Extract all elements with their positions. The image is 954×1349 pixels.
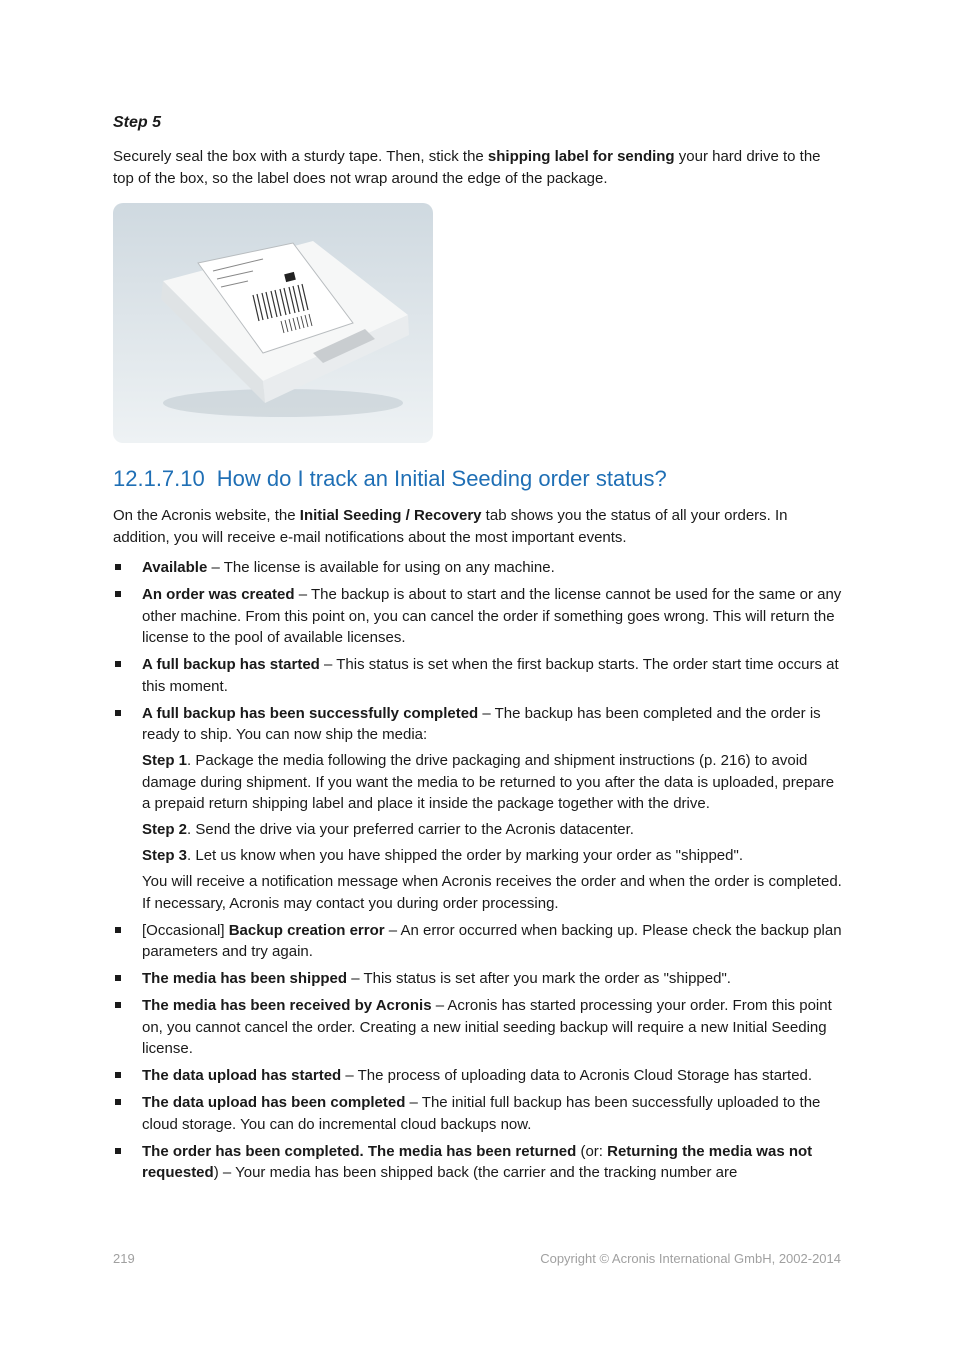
list-item: An order was created – The backup is about to start and the license cannot be used for the same or any other machine. From this point on, you can cancel the order if something goes wrong. This will return the license to the pool of available licenses. xyxy=(113,584,843,649)
bullet-icon xyxy=(115,975,121,981)
list-item: [Occasional] Backup creation error – An error occurred when backing up. Please check the backup plan parameters and try again. xyxy=(113,920,843,963)
shipping-box-photo xyxy=(113,203,433,443)
bullet-icon xyxy=(115,1072,121,1078)
shipping-label-term: shipping label for sending xyxy=(487,148,675,165)
list-item: Available – The license is available for using on any machine. xyxy=(113,557,843,579)
bullet-icon xyxy=(115,591,121,597)
list-item: The media has been received by Acronis – Acronis has started processing your order. From this point on, you cannot cancel the order. Creating a new initial seeding backup will require a new Initial Seeding license. xyxy=(113,995,843,1060)
list-item: A full backup has been successfully completed – The backup has been completed and the order is ready to ship. You can now ship the media: Step 1. Package the media following the drive packaging and shipment instructions (p. 216) to avoid damage during shipment. If you want the media to be returned to you after the data is uploaded, prepare a prepaid return shipping label and place it inside the package together with the drive. Step 2. Send the drive via your preferred carrier to the Acronis datacenter. Step 3. Let us know when you have shipped the order by marking your order as "shipped". You will receive a notification message when Acronis receives the order and when the order is completed. If necessary, Acronis may contact you during order processing. xyxy=(113,703,843,915)
bullet-icon xyxy=(115,1002,121,1008)
bullet-icon xyxy=(115,710,121,716)
ship-step-1: Step 1. Package the media following the drive packaging and shipment instructions (p. 216) to avoid damage during shipment. If you want the media to be returned to you after the data is uploaded, prepare a prepaid return shipping label and place it inside the package together with the drive. xyxy=(142,752,835,812)
bullet-icon xyxy=(115,661,121,667)
step-heading: Step 5 xyxy=(113,114,162,131)
bullet-icon xyxy=(115,564,121,570)
ship-step-3: Step 3. Let us know when you have shipped the order by marking your order as "shipped". xyxy=(142,847,743,864)
notification-notice: You will receive a notification message when Acronis receives the order and when the order is completed. If necessary, Acronis may contact you during order processing. xyxy=(142,873,842,912)
section-number: 12.1.7.10 xyxy=(113,466,205,491)
status-list xyxy=(113,557,843,1189)
list-item: The media has been shipped – This status is set after you mark the order as "shipped". xyxy=(113,968,843,990)
page-number: 219 xyxy=(113,1251,135,1266)
step-instructions: Securely seal the box with a sturdy tape. Then, stick the shipping label for sending your hard drive to the top of the box, so the label does not wrap around the edge of the package. xyxy=(113,148,821,187)
ship-step-2: Step 2. Send the drive via your preferred carrier to the Acronis datacenter. xyxy=(142,821,634,838)
list-item: The data upload has started – The process of uploading data to Acronis Cloud Storage has started. xyxy=(113,1065,843,1087)
bullet-icon xyxy=(115,1148,121,1154)
list-item: The data upload has been completed – The initial full backup has been successfully uploaded to the cloud storage. You can do incremental cloud backups now. xyxy=(113,1092,843,1135)
bullet-icon xyxy=(115,927,121,933)
section-title xyxy=(113,466,667,492)
initial-seeding-tab-term: Initial Seeding / Recovery xyxy=(299,507,482,524)
list-item: The order has been completed. The media has been returned (or: Returning the media was not requested) – Your media has been shipped back (the carrier and the tracking number are xyxy=(113,1141,843,1184)
page-footer xyxy=(113,1251,841,1266)
section-heading: How do I track an Initial Seeding order status? xyxy=(216,466,667,491)
intro-paragraph: On the Acronis website, the Initial Seeding / Recovery tab shows you the status of all your orders. In addition, you will receive e-mail notifications about the most important events. xyxy=(113,507,788,546)
list-item: A full backup has started – This status is set when the first backup starts. The order start time occurs at this moment. xyxy=(113,654,843,697)
bullet-icon xyxy=(115,1099,121,1105)
copyright-notice: Copyright © Acronis International GmbH, 2002-2014 xyxy=(540,1251,841,1266)
